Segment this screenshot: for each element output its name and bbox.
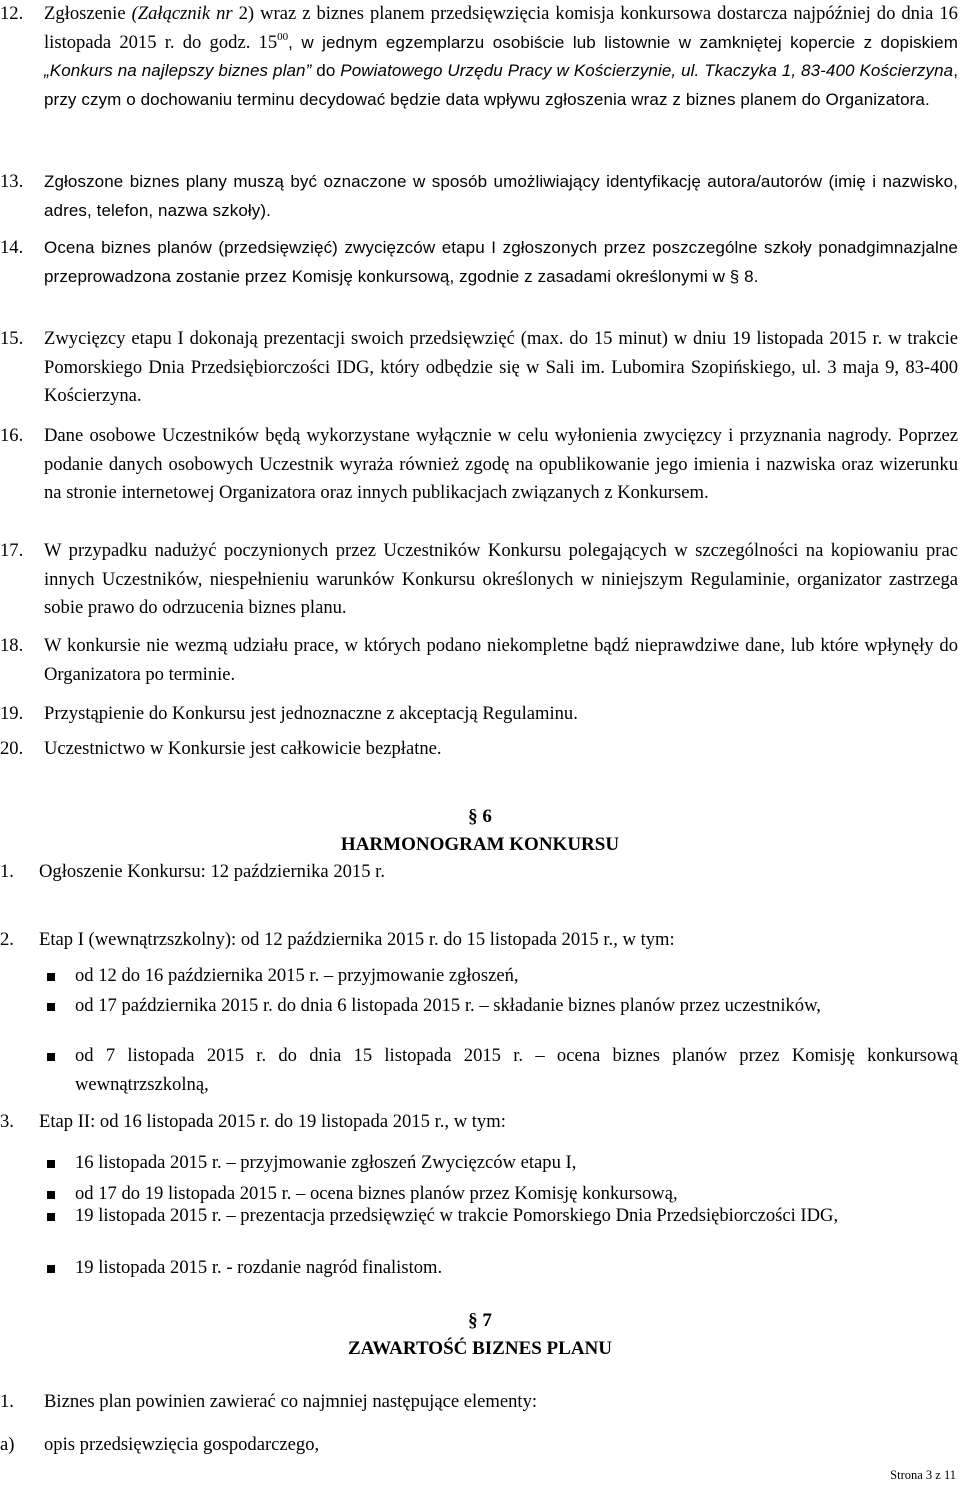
text-run: „Konkurs na najlepszy biznes plan” — [44, 61, 312, 80]
item-text — [44, 700, 958, 729]
bullet-text: od 12 do 16 października 2015 r. – przyjmowanie zgłoszeń, — [75, 965, 519, 986]
content-subpoint-a — [0, 1431, 958, 1460]
item-text — [44, 325, 958, 411]
item-number: 20. — [0, 738, 24, 759]
text-run: Przystąpienie do Konkursu jest jednoznaczne z akceptacją Regulaminu. — [44, 703, 578, 724]
section-6-header — [0, 803, 960, 859]
schedule-point-1 — [0, 858, 958, 887]
square-bullet-icon — [47, 1160, 55, 1168]
schedule-point-3 — [0, 1108, 958, 1137]
item-text — [44, 0, 958, 114]
item-19 — [0, 700, 958, 729]
point-number: 1. — [0, 1391, 14, 1412]
text-run: Ocena biznes planów (przedsięwzięć) zwycięzców etapu I zgłoszonych przez poszczególne szkoły ponadgimnazjalne przeprowadzona zostanie przez Komisję konkursową, zgodnie z zasadami określonymi w — [44, 238, 958, 286]
content-point-1 — [0, 1388, 958, 1417]
item-text — [44, 168, 958, 225]
text-run: , w jednym egzemplarzu osobiście lub listownie w zamkniętej kopercie z dopiskiem — [288, 32, 958, 52]
item-text — [44, 735, 958, 764]
text-run: Powiatowego Urzędu Pracy w Kościerzynie, ul. Tkaczyka 1, 83-400 Kościerzyna — [340, 61, 954, 80]
bullet-item — [0, 1149, 958, 1178]
point-text: Ogłoszenie Konkursu: 12 października 2015 r. — [39, 861, 385, 882]
text-run: 00 — [277, 30, 289, 43]
bullet-item — [0, 1202, 958, 1231]
section-symbol: § 7 — [468, 1310, 492, 1331]
item-text — [44, 537, 958, 623]
text-run: Uczestnictwo w Konkursie jest całkowicie bezpłatne. — [44, 738, 442, 759]
point-number: 1. — [0, 861, 14, 882]
text-run: Zgłoszone biznes plany muszą być oznaczone w sposób umożliwiający identyfikację autora/autorów (imię i nazwisko, adres, telefon, nazwa szkoły). — [44, 172, 958, 220]
text-run: Zwycięzcy etapu I dokonają prezentacji swoich przedsięwzięć (max. do 15 minut) w dniu 19 listopada 2015 r. — [44, 328, 889, 349]
text-run: (Załącznik nr — [131, 3, 233, 24]
bullet-text: od 7 listopada 2015 r. do dnia 15 listopada 2015 r. – ocena biznes planów przez Komisję konkursową wewnątrzszkolną, — [75, 1045, 958, 1095]
item-number: 19. — [0, 703, 24, 724]
text-run: w trakcie Pomorskiego Dnia Przedsiębiorczości IDG, który odbędzie się w Sali im. Lubomira Szopińskiego, ul. 3 maja 9, 83-400 Kościerzyna. — [44, 328, 959, 406]
bullet-text: 19 listopada 2015 r. - rozdanie nagród finalistom. — [75, 1257, 443, 1278]
bullet-item — [0, 1254, 958, 1283]
square-bullet-icon — [47, 1191, 55, 1199]
square-bullet-icon — [47, 1213, 55, 1221]
point-text: Biznes plan powinien zawierać co najmniej następujące elementy: — [44, 1391, 538, 1412]
item-17 — [0, 537, 958, 623]
bullet-item — [0, 1042, 958, 1099]
item-18 — [0, 632, 958, 689]
item-20 — [0, 735, 958, 764]
point-text: Etap II: od 16 listopada 2015 r. do 19 listopada 2015 r., w tym: — [39, 1111, 506, 1132]
square-bullet-icon — [47, 973, 55, 981]
subpoint-letter: a) — [0, 1434, 15, 1455]
bullet-text: 16 listopada 2015 r. – przyjmowanie zgłoszeń Zwycięzców etapu I, — [75, 1152, 577, 1173]
item-number: 14. — [0, 237, 24, 258]
square-bullet-icon — [47, 1265, 55, 1273]
item-number: 15. — [0, 328, 24, 349]
schedule-point-2 — [0, 926, 958, 955]
point-text: Etap I (wewnątrzszkolny): od 12 października 2015 r. do 15 listopada 2015 r., w tym: — [39, 929, 675, 950]
bullet-text: od 17 do 19 listopada 2015 r. – ocena biznes planów przez Komisję konkursową, — [75, 1183, 678, 1204]
square-bullet-icon — [47, 1003, 55, 1011]
item-text — [44, 632, 958, 689]
section-heading: ZAWARTOŚĆ BIZNES PLANU — [348, 1338, 612, 1359]
subpoint-text: opis przedsięwzięcia gospodarczego, — [44, 1434, 320, 1455]
point-number: 2. — [0, 929, 14, 950]
item-14 — [0, 234, 958, 291]
item-number: 17. — [0, 540, 24, 561]
text-run: 8. — [739, 266, 759, 286]
item-12 — [0, 0, 958, 114]
item-number: 16. — [0, 425, 24, 446]
text-run: Zgłoszenie — [44, 3, 132, 24]
section-7-header — [0, 1307, 960, 1363]
item-number: 13. — [0, 171, 24, 192]
text-run: do — [311, 61, 341, 80]
item-text — [44, 234, 958, 291]
item-number: 18. — [0, 635, 24, 656]
section-heading: HARMONOGRAM KONKURSU — [340, 834, 620, 855]
text-run: § — [729, 266, 740, 286]
text-run: W przypadku nadużyć poczynionych przez Uczestników Konkursu polegających w szczególności na kopiowaniu prac innych Uczestników, niespełnieniu warunków Konkursu określonych w niniejszym Regulaminie, organizator zastrzega sobie prawo do odrzucenia biznes planu. — [44, 540, 958, 618]
section-symbol: § 6 — [468, 806, 492, 827]
text-run: Dane osobowe Uczestników będą wykorzystane wyłącznie w celu wyłonienia zwycięzcy i przyznania nagrody. Poprzez podanie danych osobowych Uczestnik wyraża również zgodę na opublikowanie jego imienia i nazwiska oraz wizerunku na stronie internetowej Organizatora oraz innych publikacjach związanych z Konkursem. — [44, 425, 958, 503]
bullet-item — [0, 962, 958, 991]
point-number: 3. — [0, 1111, 14, 1132]
item-16 — [0, 422, 958, 508]
text-run: W konkursie nie wezmą udziału prace, w których podano niekompletne bądź nieprawdziwe dane, lub które wpłynęły do Organizatora po terminie. — [44, 635, 958, 685]
bullet-item — [0, 992, 958, 1021]
bullet-text: 19 listopada 2015 r. – prezentacja przedsięwzięć w trakcie Pomorskiego Dnia Przedsiębiorczości IDG, — [75, 1205, 839, 1226]
item-13 — [0, 168, 958, 225]
page-footer: Strona 3 z 11 — [890, 1468, 956, 1482]
square-bullet-icon — [47, 1053, 55, 1061]
item-number: 12. — [0, 3, 24, 24]
item-15 — [0, 325, 958, 411]
text-run: 2) wraz z biznes planem przedsięwzięcia komisja konkursowa dostarcza najpóźniej do dnia 16 listopada 2015 r. do godz. 15 — [44, 3, 958, 53]
bullet-text: od 17 października 2015 r. do dnia 6 listopada 2015 r. – składanie biznes planów przez uczestników, — [75, 995, 821, 1016]
item-text — [44, 422, 958, 508]
text-run: , przy czym o dochowaniu terminu decydować będzie data wpływu zgłoszenia wraz z biznes planem do Organizatora. — [44, 61, 959, 109]
